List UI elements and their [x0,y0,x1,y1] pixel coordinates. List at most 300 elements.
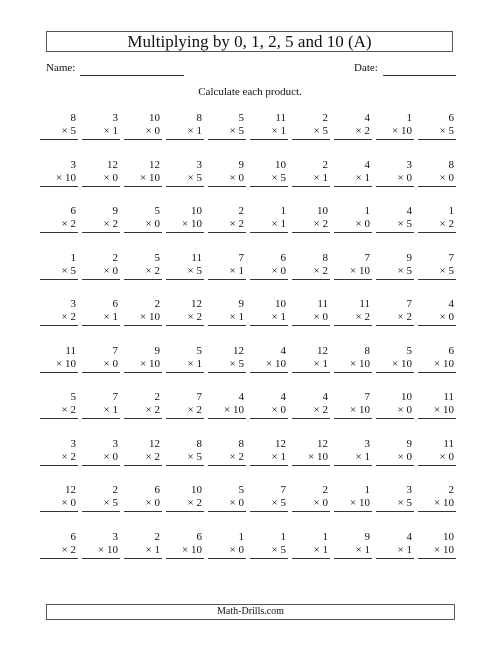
multiplication-problem [334,159,372,187]
multiplication-problem [418,112,456,140]
multiplicand: 6 [280,251,286,264]
multiplier: × 5 [166,451,204,466]
multiplier: × 5 [376,265,414,280]
multiplicand: 10 [275,298,286,310]
multiplier: × 2 [166,311,204,326]
multiplicand: 6 [70,530,76,543]
multiplier: × 1 [250,218,288,233]
multiplier: × 1 [82,125,120,140]
multiplication-problem [166,484,204,512]
multiplicand: 6 [448,112,454,124]
multiplier: × 2 [292,404,330,419]
multiplication-problem [376,205,414,233]
multiplication-problem [40,298,78,326]
multiplication-problem [250,252,288,280]
multiplier: × 2 [376,311,414,326]
multiplication-problem [292,159,330,187]
multiplier: × 1 [292,544,330,559]
multiplicand: 3 [196,158,202,171]
multiplier: × 0 [418,172,456,187]
problem-row [40,159,460,206]
multiplicand: 7 [238,251,244,264]
multiplier: × 0 [376,451,414,466]
multiplication-problem [40,252,78,280]
multiplier: × 5 [166,172,204,187]
date-label: Date: [354,62,378,74]
problem-row [40,298,460,345]
multiplier: × 2 [208,451,246,466]
multiplication-problem [166,159,204,187]
multiplicand: 10 [443,530,454,543]
multiplication-problem [418,391,456,419]
date-field-line[interactable] [383,75,456,76]
multiplication-problem [40,484,78,512]
multiplier: × 10 [376,125,414,140]
multiplication-problem [124,484,162,512]
multiplication-problem [292,345,330,373]
multiplication-problem [334,484,372,512]
multiplier: × 0 [250,265,288,280]
multiplication-problem [418,159,456,187]
multiplication-problem [40,159,78,187]
multiplicand: 12 [275,437,286,450]
multiplier: × 0 [418,311,456,326]
multiplicand: 4 [406,205,412,217]
multiplication-problem [208,345,246,373]
multiplier: × 10 [124,172,162,187]
multiplicand: 1 [364,205,370,217]
multiplicand: 3 [70,158,76,171]
multiplicand: 1 [280,205,286,217]
multiplication-problem [334,391,372,419]
multiplier: × 0 [82,172,120,187]
multiplicand: 2 [322,158,328,171]
multiplicand: 11 [317,298,328,310]
multiplication-problem [292,391,330,419]
multiplication-problem [376,531,414,559]
multiplication-problem [124,112,162,140]
multiplicand: 11 [191,251,202,264]
problem-row [40,531,460,578]
multiplicand: 8 [196,112,202,124]
multiplier: × 10 [40,358,78,373]
multiplicand: 8 [322,251,328,264]
multiplier: × 5 [376,218,414,233]
multiplier: × 10 [376,358,414,373]
multiplicand: 12 [317,437,328,450]
multiplicand: 3 [112,437,118,450]
multiplicand: 2 [322,484,328,496]
multiplicand: 7 [196,391,202,403]
multiplier: × 10 [334,358,372,373]
multiplicand: 11 [275,112,286,124]
multiplier: × 0 [208,544,246,559]
multiplication-problem [334,205,372,233]
multiplicand: 12 [233,344,244,357]
multiplication-problem [82,252,120,280]
multiplicand: 7 [406,298,412,310]
multiplier: × 2 [208,218,246,233]
multiplier: × 5 [376,497,414,512]
multiplicand: 2 [154,298,160,310]
multiplier: × 2 [334,125,372,140]
multiplicand: 6 [154,484,160,496]
multiplication-problem [376,438,414,466]
multiplication-problem [418,252,456,280]
multiplicand: 10 [275,158,286,171]
multiplication-problem [250,391,288,419]
multiplier: × 0 [124,497,162,512]
multiplication-problem [82,159,120,187]
multiplication-problem [82,391,120,419]
multiplicand: 2 [154,391,160,403]
multiplicand: 3 [406,158,412,171]
multiplicand: 8 [448,158,454,171]
multiplicand: 4 [364,158,370,171]
multiplicand: 3 [70,298,76,310]
multiplier: × 10 [250,358,288,373]
multiplication-problem [208,298,246,326]
multiplication-problem [82,531,120,559]
multiplicand: 12 [317,344,328,357]
multiplier: × 5 [250,497,288,512]
multiplication-problem [82,112,120,140]
multiplication-problem [82,484,120,512]
multiplication-problem [40,531,78,559]
multiplicand: 4 [364,112,370,124]
multiplier: × 2 [40,311,78,326]
multiplier: × 0 [292,311,330,326]
multiplier: × 5 [82,497,120,512]
multiplier: × 1 [334,544,372,559]
multiplier: × 2 [82,218,120,233]
multiplicand: 10 [191,205,202,217]
multiplication-problem [250,112,288,140]
multiplicand: 11 [443,437,454,450]
multiplier: × 1 [208,265,246,280]
multiplication-problem [292,484,330,512]
multiplication-problem [334,438,372,466]
multiplicand: 10 [191,484,202,496]
multiplication-problem [208,159,246,187]
multiplicand: 1 [238,530,244,543]
multiplicand: 8 [238,437,244,450]
multiplicand: 2 [112,251,118,264]
multiplier: × 2 [40,218,78,233]
multiplication-problem [166,298,204,326]
multiplication-problem [208,438,246,466]
multiplicand: 4 [280,391,286,403]
multiplication-problem [376,112,414,140]
multiplier: × 2 [40,451,78,466]
multiplicand: 5 [196,344,202,357]
multiplication-problem [250,484,288,512]
multiplicand: 12 [149,437,160,450]
multiplicand: 5 [406,344,412,357]
multiplier: × 0 [376,404,414,419]
multiplicand: 2 [112,484,118,496]
multiplier: × 0 [334,218,372,233]
multiplier: × 0 [124,218,162,233]
multiplier: × 1 [166,358,204,373]
multiplicand: 1 [280,530,286,543]
multiplier: × 5 [40,265,78,280]
multiplier: × 10 [124,311,162,326]
multiplier: × 1 [250,311,288,326]
multiplication-problem [292,298,330,326]
multiplicand: 4 [406,530,412,543]
multiplicand: 4 [280,344,286,357]
multiplication-problem [292,205,330,233]
multiplication-problem [208,484,246,512]
multiplication-problem [250,298,288,326]
multiplication-problem [376,391,414,419]
multiplier: × 5 [166,265,204,280]
multiplicand: 2 [322,112,328,124]
multiplication-problem [40,345,78,373]
multiplication-problem [418,298,456,326]
multiplication-problem [334,298,372,326]
multiplication-problem [208,112,246,140]
multiplicand: 1 [70,251,76,264]
multiplier: × 0 [124,125,162,140]
multiplier: × 1 [334,451,372,466]
multiplier: × 2 [40,544,78,559]
multiplication-problem [250,205,288,233]
multiplicand: 3 [112,530,118,543]
name-field-line[interactable] [80,75,184,76]
multiplicand: 5 [154,205,160,217]
multiplication-problem [418,205,456,233]
multiplicand: 9 [406,437,412,450]
multiplication-problem [208,205,246,233]
multiplicand: 1 [406,112,412,124]
multiplier: × 2 [166,404,204,419]
multiplicand: 7 [364,391,370,403]
multiplier: × 10 [418,358,456,373]
multiplier: × 1 [82,311,120,326]
multiplication-problem [82,438,120,466]
multiplication-problem [292,438,330,466]
multiplier: × 0 [418,451,456,466]
multiplier: × 1 [166,125,204,140]
problem-row [40,252,460,299]
name-label: Name: [46,62,76,74]
multiplier: × 10 [418,404,456,419]
multiplier: × 2 [124,404,162,419]
multiplicand: 10 [401,391,412,403]
multiplication-problem [250,531,288,559]
multiplication-problem [250,159,288,187]
multiplicand: 3 [112,112,118,124]
multiplication-problem [166,252,204,280]
multiplier: × 10 [418,544,456,559]
multiplier: × 10 [208,404,246,419]
multiplicand: 9 [238,158,244,171]
multiplier: × 5 [40,125,78,140]
multiplier: × 2 [418,218,456,233]
multiplier: × 0 [82,451,120,466]
multiplicand: 11 [65,344,76,357]
multiplier: × 5 [292,125,330,140]
multiplicand: 10 [149,112,160,124]
multiplicand: 12 [65,484,76,496]
multiplicand: 2 [154,530,160,543]
multiplication-problem [376,298,414,326]
multiplier: × 5 [418,265,456,280]
problem-grid [40,112,460,577]
multiplier: × 0 [250,404,288,419]
multiplicand: 4 [448,298,454,310]
multiplier: × 1 [208,311,246,326]
multiplier: × 5 [250,544,288,559]
multiplier: × 1 [292,358,330,373]
instructions: Calculate each product. [198,86,302,98]
multiplication-problem [418,531,456,559]
multiplication-problem [292,112,330,140]
multiplication-problem [166,391,204,419]
multiplicand: 2 [448,484,454,496]
multiplicand: 12 [107,158,118,171]
multiplier: × 0 [82,358,120,373]
multiplier: × 0 [292,497,330,512]
multiplication-problem [334,112,372,140]
multiplication-problem [376,484,414,512]
problem-row [40,345,460,392]
multiplication-problem [40,112,78,140]
multiplicand: 7 [448,251,454,264]
multiplication-problem [250,345,288,373]
multiplication-problem [124,438,162,466]
multiplicand: 11 [443,391,454,403]
multiplier: × 2 [40,404,78,419]
multiplication-problem [82,298,120,326]
multiplier: × 1 [250,451,288,466]
multiplicand: 12 [191,298,202,310]
problem-row [40,484,460,531]
multiplier: × 1 [376,544,414,559]
multiplicand: 6 [196,530,202,543]
multiplicand: 9 [154,344,160,357]
multiplication-problem [418,438,456,466]
multiplication-problem [124,298,162,326]
multiplicand: 4 [322,391,328,403]
multiplicand: 4 [238,391,244,403]
multiplicand: 3 [70,437,76,450]
multiplier: × 1 [250,125,288,140]
multiplicand: 1 [448,205,454,217]
multiplicand: 5 [154,251,160,264]
multiplicand: 9 [238,298,244,310]
multiplier: × 1 [124,544,162,559]
multiplier: × 2 [292,218,330,233]
multiplicand: 9 [112,205,118,217]
multiplication-problem [124,159,162,187]
multiplication-problem [166,112,204,140]
multiplier: × 5 [208,125,246,140]
problem-row [40,438,460,485]
multiplication-problem [334,345,372,373]
problem-row [40,112,460,159]
multiplicand: 7 [112,391,118,403]
multiplication-problem [166,205,204,233]
multiplier: × 2 [124,451,162,466]
multiplication-problem [40,205,78,233]
multiplier: × 10 [82,544,120,559]
multiplicand: 8 [364,344,370,357]
multiplication-problem [376,159,414,187]
multiplier: × 0 [40,497,78,512]
multiplicand: 5 [70,391,76,403]
multiplication-problem [166,531,204,559]
multiplication-problem [250,438,288,466]
multiplier: × 10 [166,218,204,233]
problem-row [40,391,460,438]
multiplication-problem [166,345,204,373]
multiplication-problem [334,252,372,280]
multiplicand: 6 [70,205,76,217]
multiplication-problem [376,345,414,373]
multiplicand: 7 [112,344,118,357]
multiplier: × 10 [166,544,204,559]
multiplicand: 6 [448,344,454,357]
multiplication-problem [124,205,162,233]
multiplicand: 9 [364,530,370,543]
multiplier: × 10 [292,451,330,466]
multiplication-problem [124,345,162,373]
multiplier: × 0 [376,172,414,187]
multiplier: × 10 [334,404,372,419]
multiplicand: 8 [70,112,76,124]
multiplication-problem [376,252,414,280]
footer: Math-Drills.com [46,604,455,620]
multiplicand: 12 [149,158,160,171]
multiplicand: 10 [317,205,328,217]
multiplication-problem [334,531,372,559]
multiplication-problem [124,391,162,419]
multiplier: × 5 [250,172,288,187]
multiplication-problem [124,252,162,280]
name-date-row [46,62,456,78]
multiplier: × 10 [40,172,78,187]
multiplication-problem [82,345,120,373]
multiplier: × 1 [334,172,372,187]
multiplicand: 7 [364,251,370,264]
multiplier: × 10 [418,497,456,512]
multiplier: × 2 [292,265,330,280]
multiplier: × 0 [208,497,246,512]
multiplier: × 10 [334,265,372,280]
multiplication-problem [292,252,330,280]
multiplier: × 10 [334,497,372,512]
worksheet-title: Multiplying by 0, 1, 2, 5 and 10 (A) [46,31,453,52]
multiplicand: 2 [238,205,244,217]
multiplication-problem [418,345,456,373]
multiplication-problem [208,531,246,559]
multiplication-problem [40,438,78,466]
multiplication-problem [292,531,330,559]
multiplier: × 2 [166,497,204,512]
multiplicand: 7 [280,484,286,496]
multiplier: × 10 [124,358,162,373]
multiplicand: 1 [322,530,328,543]
multiplication-problem [208,391,246,419]
multiplication-problem [166,438,204,466]
multiplicand: 11 [359,298,370,310]
multiplicand: 3 [406,484,412,496]
multiplier: × 5 [208,358,246,373]
multiplicand: 1 [364,484,370,496]
